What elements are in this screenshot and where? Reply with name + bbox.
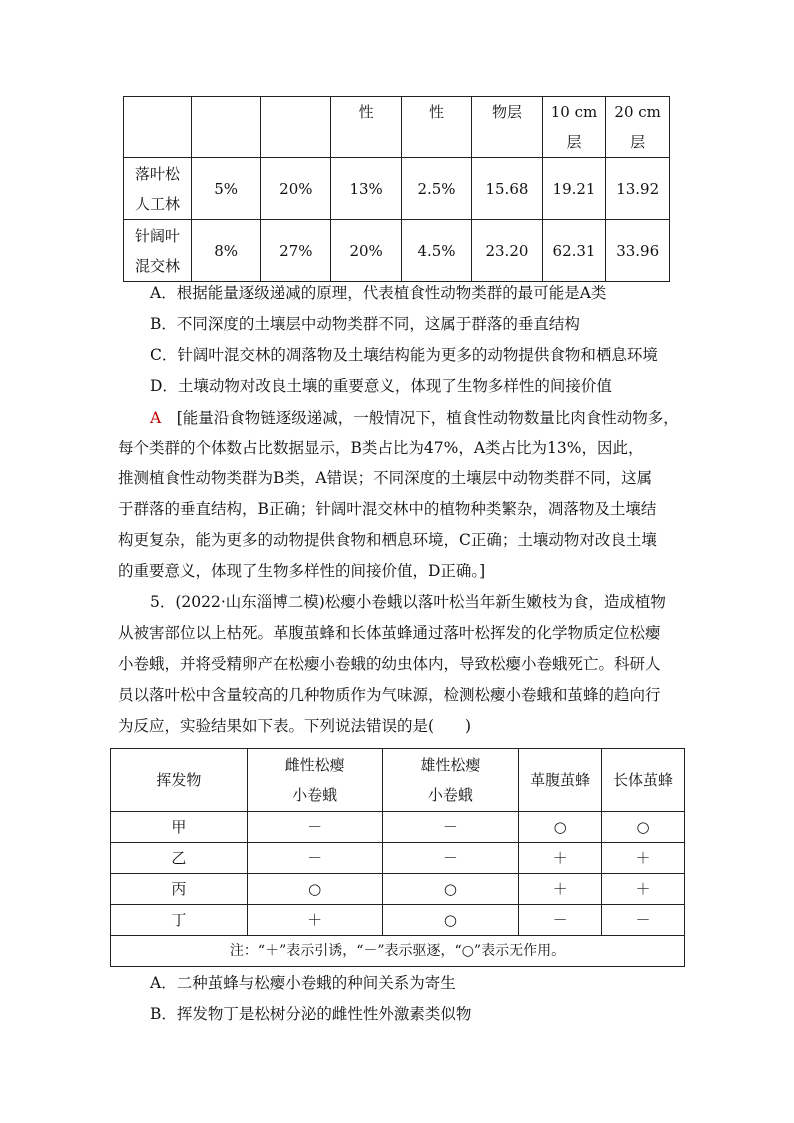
option-a: A．根据能量逐级递减的原理，代表植食性动物类群的最可能是A类: [150, 284, 607, 302]
table-cell: ＋: [602, 843, 685, 874]
answer-letter: A: [150, 409, 162, 427]
row-label: 针阔叶 混交林: [124, 220, 192, 282]
table-cell: ＋: [602, 874, 685, 905]
table-cell: ○: [602, 812, 685, 843]
table-cell: 23.20: [472, 220, 543, 282]
table-cell: ＋: [519, 843, 602, 874]
table-cell: －: [602, 905, 685, 936]
question-stem: 小卷蛾，并将受精卵产在松瘿小卷蛾的幼虫体内，导致松瘿小卷蛾死亡。科研人: [118, 655, 661, 673]
option-a: A．二种茧蜂与松瘿小卷蛾的种间关系为寄生: [150, 974, 456, 992]
row-label: 落叶松 人工林: [124, 158, 192, 220]
table-cell: －: [247, 843, 382, 874]
table-cell: ＋: [519, 874, 602, 905]
table-cell: －: [382, 812, 519, 843]
table-cell: 20%: [261, 158, 331, 220]
header-cell: 10 cm 层: [542, 97, 606, 158]
question-stem: 5．(2022·山东淄博二模)松瘿小卷蛾以落叶松当年新生嫩枝为食，造成植物: [150, 593, 666, 611]
explanation-text: [能量沿食物链逐级递减，一般情况下，植食性动物数量比肉食性动物多，: [176, 409, 679, 427]
table-row: [111, 905, 685, 936]
volatile-response-table: [110, 748, 685, 967]
explanation-line: 推测植食性动物类群为B类，A错误；不同深度的土壤层中动物类群不同，这属: [118, 469, 653, 487]
header-cell: 革腹茧蜂: [519, 749, 602, 812]
header-cell: 雄性松瘿 小卷蛾: [382, 749, 519, 812]
row-label: 丁: [111, 905, 248, 936]
table-cell: －: [382, 843, 519, 874]
table-cell: ○: [382, 905, 519, 936]
explanation-line: 构更复杂，能为更多的动物提供食物和栖息环境，C正确；土壤动物对改良土壤: [118, 531, 657, 549]
table-row: [111, 843, 685, 874]
table-row: [111, 874, 685, 905]
header-cell: 物层: [472, 97, 543, 158]
answer-line: [150, 408, 679, 428]
explanation-line: 于群落的垂直结构，B正确；针阔叶混交林中的植物种类繁杂，凋落物及土壤结: [118, 500, 657, 518]
header-cell: 20 cm 层: [606, 97, 670, 158]
table-cell: 20%: [331, 220, 401, 282]
question-stem: 为反应，实验结果如下表。下列说法错误的是( ): [118, 717, 472, 735]
header-cell: 长体茧蜂: [602, 749, 685, 812]
table-cell: －: [247, 812, 382, 843]
header-cell: [261, 97, 331, 158]
table-cell: ○: [382, 874, 519, 905]
table-cell: 5%: [192, 158, 261, 220]
option-b: B．不同深度的土壤层中动物类群不同，这属于群落的垂直结构: [150, 315, 580, 333]
table-cell: 8%: [192, 220, 261, 282]
table-cell: 62.31: [542, 220, 606, 282]
explanation-line: 的重要意义，体现了生物多样性的间接价值，D正确。]: [118, 562, 486, 580]
header-cell: 性: [401, 97, 471, 158]
question-stem: 从被害部位以上枯死。革腹茧蜂和长体茧蜂通过落叶松挥发的化学物质定位松瘿: [118, 624, 661, 642]
question-stem: 员以落叶松中含量较高的几种物质作为气味源，检测松瘿小卷蛾和茧蜂的趋向行: [118, 686, 661, 704]
table-cell: 27%: [261, 220, 331, 282]
header-cell: 性: [331, 97, 401, 158]
table-cell: 4.5%: [401, 220, 471, 282]
table-cell: 2.5%: [401, 158, 471, 220]
table-cell: ○: [519, 812, 602, 843]
table-row: [111, 812, 685, 843]
table-note-row: [111, 936, 685, 967]
table-cell: 19.21: [542, 158, 606, 220]
option-b: B．挥发物丁是松树分泌的雌性性外激素类似物: [150, 1005, 472, 1023]
header-cell: [192, 97, 261, 158]
table-row: [124, 220, 670, 282]
header-cell: [124, 97, 192, 158]
header-cell: 雌性松瘿 小卷蛾: [247, 749, 382, 812]
table-cell: 13%: [331, 158, 401, 220]
table-header-row: [124, 97, 670, 158]
option-c: C．针阔叶混交林的凋落物及土壤结构能为更多的动物提供食物和栖息环境: [150, 346, 658, 364]
table-note: 注：“＋”表示引诱，“－”表示驱逐，“○”表示无作用。: [111, 936, 685, 967]
option-d: D．土壤动物对改良土壤的重要意义，体现了生物多样性的间接价值: [150, 377, 612, 395]
explanation-line: 每个类群的个体数占比数据显示，B类占比为47%，A类占比为13%，因此，: [118, 439, 644, 457]
table-header-row: [111, 749, 685, 812]
table-cell: ○: [247, 874, 382, 905]
table-cell: 13.92: [606, 158, 670, 220]
table-row: [124, 158, 670, 220]
header-cell: 挥发物: [111, 749, 248, 812]
soil-animal-table: [123, 96, 670, 282]
row-label: 丙: [111, 874, 248, 905]
table-cell: －: [519, 905, 602, 936]
table-cell: 33.96: [606, 220, 670, 282]
row-label: 甲: [111, 812, 248, 843]
table-cell: 15.68: [472, 158, 543, 220]
table-cell: ＋: [247, 905, 382, 936]
row-label: 乙: [111, 843, 248, 874]
